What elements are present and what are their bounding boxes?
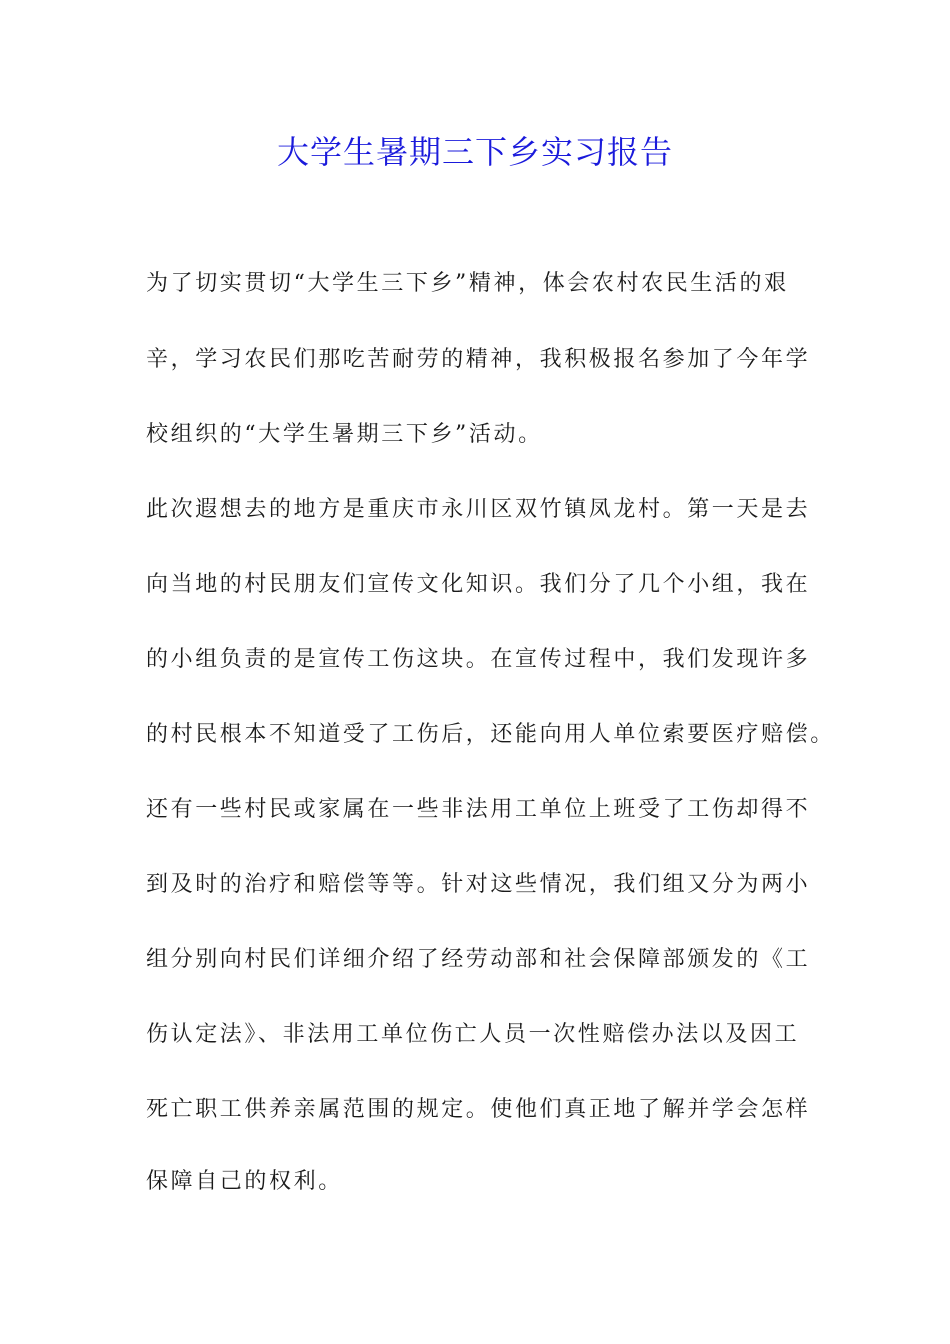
- body-line: 组分别向村民们详细介绍了经劳动部和社会保障部颁发的《工: [146, 947, 811, 972]
- body-line: 此次遐想去的地方是重庆市永川区双竹镇凤龙村。第一天是去: [146, 497, 811, 522]
- body-line: 的村民根本不知道受了工伤后，还能向用人单位索要医疗赔偿。: [146, 722, 835, 747]
- body-line: 到及时的治疗和赔偿等等。针对这些情况，我们组又分为两小: [146, 872, 811, 897]
- document-title: 大学生暑期三下乡实习报告: [276, 133, 673, 171]
- body-line: 伤认定法》、非法用工单位伤亡人员一次性赔偿办法以及因工: [146, 1022, 800, 1047]
- body-line: 的小组负责的是宣传工伤这块。在宣传过程中，我们发现许多: [146, 647, 811, 672]
- body-line: 辛，学习农民们那吃苦耐劳的精神，我积极报名参加了今年学: [146, 347, 811, 372]
- body-line: 还有一些村民或家属在一些非法用工单位上班受了工伤却得不: [146, 797, 811, 822]
- body-line: 校组织的“大学生暑期三下乡”活动。: [146, 422, 543, 447]
- body-line: 向当地的村民朋友们宣传文化知识。我们分了几个小组，我在: [146, 572, 811, 597]
- body-line: 死亡职工供养亲属范围的规定。使他们真正地了解并学会怎样: [146, 1097, 811, 1122]
- body-line: 保障自己的权利。: [146, 1169, 343, 1194]
- body-line: 为了切实贯切“大学生三下乡”精神，体会农村农民生活的艰: [146, 271, 789, 296]
